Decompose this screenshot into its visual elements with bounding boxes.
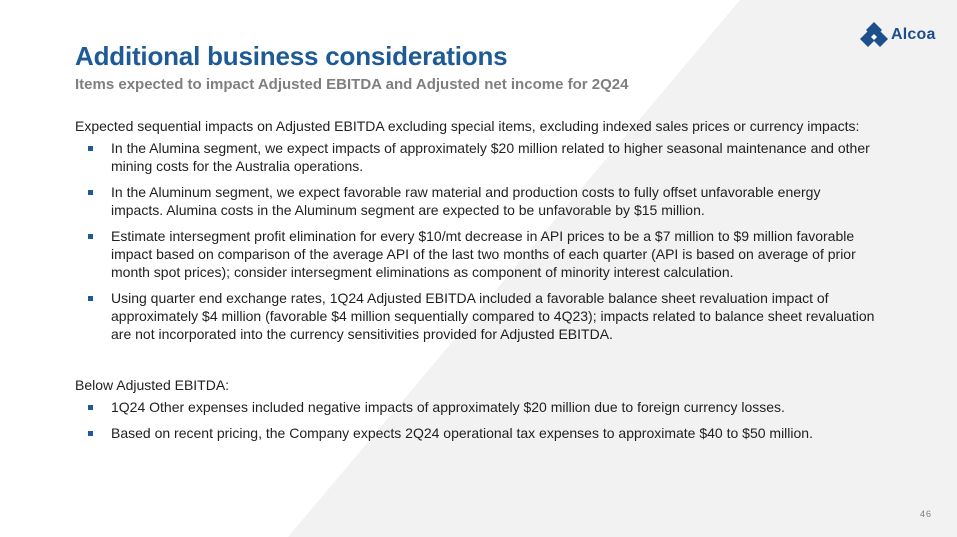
bullet-text: 1Q24 Other expenses included negative impacts of approximately $20 million due to foreign currency losses. xyxy=(111,399,785,415)
page-number: 46 xyxy=(920,509,933,519)
list-item xyxy=(75,398,875,416)
bullet-icon xyxy=(88,431,93,436)
bullet-icon xyxy=(88,190,93,195)
section-intro: Expected sequential impacts on Adjusted EBITDA excluding special items, excluding indexed sales prices or currency impacts: xyxy=(75,118,860,134)
list-item xyxy=(75,139,875,175)
bullet-icon xyxy=(88,296,93,301)
bullet-text: Estimate intersegment profit elimination for every $10/mt decrease in API prices to be a $7 million to $9 million favorable impact based on comparison of the average API of the last two months of each quarter (API is based on average of prior month spot prices); consider intersegment eliminations as component of minority interest calculation. xyxy=(111,228,856,280)
page-title: Additional business considerations xyxy=(75,41,508,71)
bullet-icon xyxy=(88,146,93,151)
bullet-text: Based on recent pricing, the Company expects 2Q24 operational tax expenses to approximate $40 to $50 million. xyxy=(111,425,813,441)
list-item xyxy=(75,227,875,281)
alcoa-logo-text: Alcoa xyxy=(891,26,936,43)
below-ebitda-section xyxy=(75,376,875,450)
bullet-text: Using quarter end exchange rates, 1Q24 Adjusted EBITDA included a favorable balance sheet revaluation impact of approximately $4 million (favorable $4 million sequentially compared to 4Q23); impacts related to balance sheet revaluation are not incorporated into the currency sensitivities provided for Adjusted EBITDA. xyxy=(111,290,875,342)
bullet-list xyxy=(75,398,875,442)
alcoa-logo xyxy=(860,21,936,49)
list-item xyxy=(75,289,875,343)
bullet-icon xyxy=(88,405,93,410)
bullet-icon xyxy=(88,234,93,239)
bullet-list xyxy=(75,139,875,343)
alcoa-logo-icon xyxy=(860,21,888,49)
list-item xyxy=(75,183,875,219)
bullet-text: In the Aluminum segment, we expect favorable raw material and production costs to fully offset unfavorable energy impacts. Alumina costs in the Aluminum segment are expected to be unfavorable by $15 million. xyxy=(111,184,821,218)
ebitda-impacts-section xyxy=(75,117,875,351)
list-item xyxy=(75,424,875,442)
bullet-text: In the Alumina segment, we expect impacts of approximately $20 million related to higher seasonal maintenance and other mining costs for the Australia operations. xyxy=(111,140,870,174)
page-subtitle: Items expected to impact Adjusted EBITDA and Adjusted net income for 2Q24 xyxy=(75,76,629,93)
section-intro: Below Adjusted EBITDA: xyxy=(75,377,230,393)
